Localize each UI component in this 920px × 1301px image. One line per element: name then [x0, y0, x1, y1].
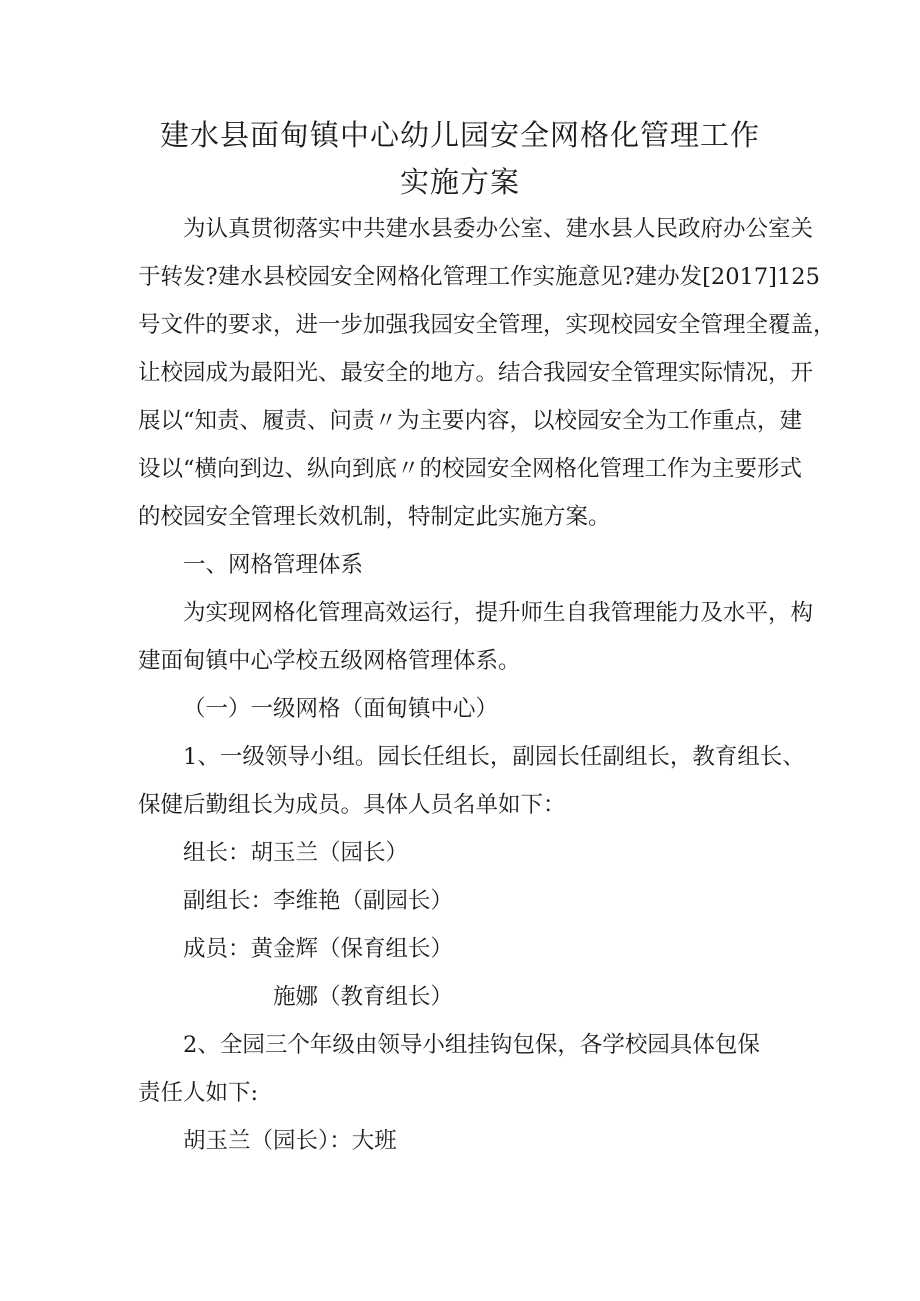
intro-paragraph-line: 让校园成为最阳光、最安全的地方。结合我园安全管理实际情况，开 [138, 360, 814, 386]
deputy-leader-line: 副组长：李维艳（副园长） [183, 888, 454, 914]
item-paragraph-line: 1、一级领导小组。园长任组长，副园长任副组长，教育组长、 [183, 744, 805, 770]
intro-paragraph-line: 设以“横向到边、纵向到底〃的校园安全网格化管理工作为主要形式 [138, 456, 803, 482]
assignment-line: 胡玉兰（园长）：大班 [183, 1128, 397, 1154]
member-line: 成员：黄金辉（保育组长） [183, 936, 454, 962]
section-paragraph-line: 建面甸镇中心学校五级网格管理体系。 [138, 648, 521, 674]
section-paragraph-line: 为实现网格化管理高效运行，提升师生自我管理能力及水平，构 [183, 600, 814, 626]
item-paragraph-line: 2、全园三个年级由领导小组挂钩包保，各学校园具体包保 [183, 1032, 760, 1058]
member-line: 施娜（教育组长） [273, 984, 454, 1010]
section-heading: 一、网格管理体系 [183, 552, 364, 578]
intro-paragraph-line: 展以“知责、履责、问责〃为主要内容，以校园安全为工作重点，建 [138, 408, 803, 434]
intro-paragraph-line: 于转发?建水县校园安全网格化管理工作实施意见?建办发[2017]125 [138, 264, 820, 290]
item-paragraph-line: 保健后勤组长为成员。具体人员名单如下： [138, 792, 566, 818]
document-title-line-2: 实施方案 [399, 165, 520, 199]
document-title-line-1: 建水县面甸镇中心幼儿园安全网格化管理工作 [159, 118, 760, 152]
item-paragraph-line: 责任人如下: [138, 1080, 259, 1106]
intro-paragraph-line: 为认真贯彻落实中共建水县委办公室、建水县人民政府办公室关 [183, 216, 814, 242]
intro-paragraph-line: 的校园安全管理长效机制，特制定此实施方案。 [138, 504, 611, 530]
subsection-heading: （一）一级网格（面甸镇中心） [183, 696, 499, 722]
leader-line: 组长：胡玉兰（园长） [183, 840, 409, 866]
intro-paragraph-line: 号文件的要求，进一步加强我园安全管理，实现校园安全管理全覆盖， [138, 312, 836, 338]
